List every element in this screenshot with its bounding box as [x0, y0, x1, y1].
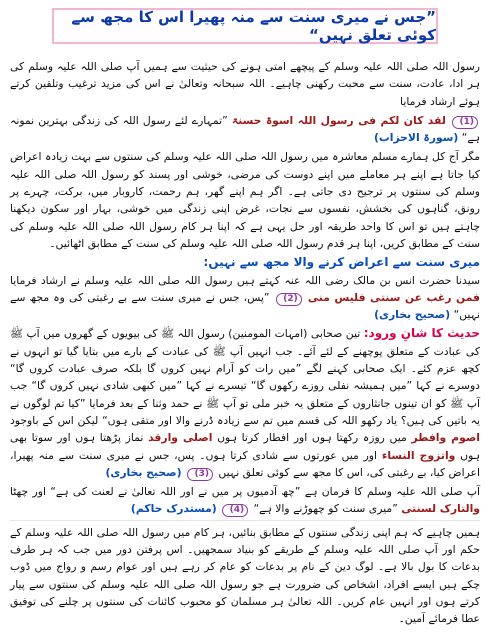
verse-source: (سورۃ الاحزاب)	[373, 131, 459, 145]
footnote-marker: (1)	[452, 116, 478, 129]
footnote-marker: (2)	[276, 293, 302, 306]
conclusion-text: ہمیں چاہیے کہ ہم اپنی زندگی سنتوں کے مطابق بنائیں، ہر کام میں رسول اللہ صلی اللہ علیہ وسلم کے حکم اور آپ صلی اللہ علیہ وسلم کے طریقے کو بنیاد سمجھیں۔ اس پرفتن دور میں جب کہ ہر طرف بدعات کا بول بالا ہے۔ لوگ دین کے نام پر بدعات کو عام کر رہے ہیں اور عوام رسم و رواج میں ڈوب چکے ہیں ایسے افراد، اشخاص کی ضرورت ہے جو رسول اللہ صلی اللہ علیہ وسلم کی سنتوں سے پیار کرتے ہوں اور انہیں عام کریں۔ اللہ تعالیٰ ہر مسلمان کو محبوب کائنات کی سنتوں پر چلنے کی توفیق عطا فرمائے آمین۔	[10, 525, 480, 626]
hadith-arabic: فمن رغب عن سنتی فلیس منی	[307, 290, 480, 304]
footnote-marker: (3)	[187, 468, 213, 481]
hadith-intro: آپ صلی اللہ علیہ وسلم کا فرمان ہے ”چھ آدمیوں پر میں نے اور اللہ تعالیٰ نے لعنت کی ہے“ اور چھٹا	[10, 485, 480, 499]
hadith-paragraph	[10, 272, 480, 324]
hadith-intro: سیدنا حضرت انس بن مالک رضی اللہ عنہ کہتے ہیں رسول اللہ صلی اللہ علیہ وسلم نے ارشاد فرمایا	[10, 273, 480, 287]
hadith-arabic: والتارک لسنتی	[401, 502, 480, 516]
page-title: ”جس نے میری سنت سے منہ پھیرا اس کا مجھ سے کوئی تعلق نہیں“	[71, 8, 436, 44]
hadith-translation: پس، جس نے میری سنت سے منہ پھیرا، اعراض کیا، بے رغبتی کی، اس کا مجھ سے کوئی تعلق نہیں	[10, 448, 480, 479]
verse-arabic: لقد کان لکم فی رسول اللہ اسوۃ حسنۃ	[231, 113, 446, 127]
footnote-marker: (4)	[222, 504, 248, 517]
hadith-arabic: اصلی وارقد	[148, 431, 213, 445]
hadith-source: (صحیح بخاری)	[105, 465, 182, 479]
context-text: تین صحابی (امہات المومنین) رسول اللہ ﷺ کی بیویوں کے گھروں میں آپ ﷺ کی عبادت کے متعلق پوچھنے کے لئے آئے۔ جب انہیں آپ ﷺ کی عبادت کے بارے میں بتایا گیا تو انہوں نے کچھ عزم کئے۔ ایک صحابی کہنے لگے ”میں رات کو آرام نہیں کروں گا بلکہ صرف عبادت کروں گا“ دوسرے نے کہا ”میں ہمیشہ نفلی روزے رکھوں گا“ تیسرے نے کہا ”میں کبھی شادی نہیں کروں گا“ جب آپ ﷺ کو ان تینوں جانثاروں کے متعلق یہ خبر ملی تو آپ ﷺ نے حمد وثنا کے بعد فرمایا ”کیا تم لوگوں نے یہ باتیں کی ہیں؟ یاد رکھو اللہ کی قسم میں تم سے زیادہ ڈرنے والا اور متقی ہوں“ لیکن اس کے باوجود	[10, 327, 480, 427]
context-text: میں روزہ رکھتا ہوں اور افطار کرتا ہوں	[217, 431, 407, 445]
article-body	[10, 58, 480, 630]
context-paragraph	[10, 325, 480, 481]
hadith-source: (مستدرک حاکم)	[130, 502, 217, 516]
hadith-source: (صحیح بخاری)	[374, 308, 451, 322]
context-text: نماز پڑھتا ہوں اور سوتا بھی ہوں	[10, 431, 481, 462]
hadith-arabic: واتزوج النساء	[381, 448, 456, 462]
verse-translation: ”تمہارے لئے رسول اللہ کی زندگی بہترین نمونہ ہے“	[10, 113, 480, 145]
section-subheading: حدیث کا شانِ ورود:	[363, 326, 481, 341]
hadith-paragraph	[10, 483, 480, 518]
context-text: اور میں عورتوں سے شادی کرتا ہوں۔	[199, 448, 378, 462]
body-text: مگر آج کل ہمارے مسلم معاشرہ میں رسول اللہ صلی اللہ علیہ وسلم کی سنتوں سے بہت زیادہ اعراض کیا جاتا ہے اپنے ہر معاملے میں اپنے دوست کی مرضی، خوشی اور پسند کو رسول اللہ صلی اللہ علیہ وسلم کی سنتوں پر ترجیح دی جاتی ہے۔ اگر ہم اپنے گھر، ہم رحمت، کاروبار میں، برکت، چہرے پر رونق، گناہوں کی بخشش، نفسوں سے نجات، غرض اپنی زندگی میں خوشی، بہار اور سکون دیکھنا چاہتے ہیں تو اس کا واحد طریقہ اور حل یہی ہے کہ اپنا ہر کام رسول اللہ صلی اللہ علیہ وسلم کی سنت کے مطابق کریں، اپنا ہر قدم رسول اللہ صلی اللہ علیہ وسلم کی سنت کے مطابق اٹھائیں۔	[10, 150, 480, 250]
title-banner	[52, 8, 438, 44]
hadith-translation: ”میری سنت کو چھوڑنے والا ہے“	[253, 502, 398, 516]
section-heading: میری سنت سے اعراض کرنے والا مجھ سے نہیں:	[203, 255, 480, 270]
intro-paragraph	[10, 58, 480, 110]
divider	[10, 520, 480, 521]
conclusion-paragraph	[10, 524, 480, 628]
hadith-arabic: اصوم وافطر	[411, 431, 480, 445]
hadith-translation: ”پس، جس نے میری سنت سے بے رغبتی کی وہ مجھ سے نہیں“	[10, 290, 480, 322]
body-paragraph	[10, 148, 480, 252]
intro-text: رسول اللہ صلی اللہ علیہ وسلم کے پیچھے امتی ہونے کی حیثیت سے ہمیں آپ صلی اللہ علیہ وسلم کی ہر ادا، عادت، سنت سے محبت رکھنی چاہیے۔ اللہ سبحانہ وتعالیٰ نے اس کی مزید ترغیب وتلقین کرتے ہوئے ارشاد فرمایا	[10, 60, 480, 108]
verse-line	[10, 112, 480, 147]
